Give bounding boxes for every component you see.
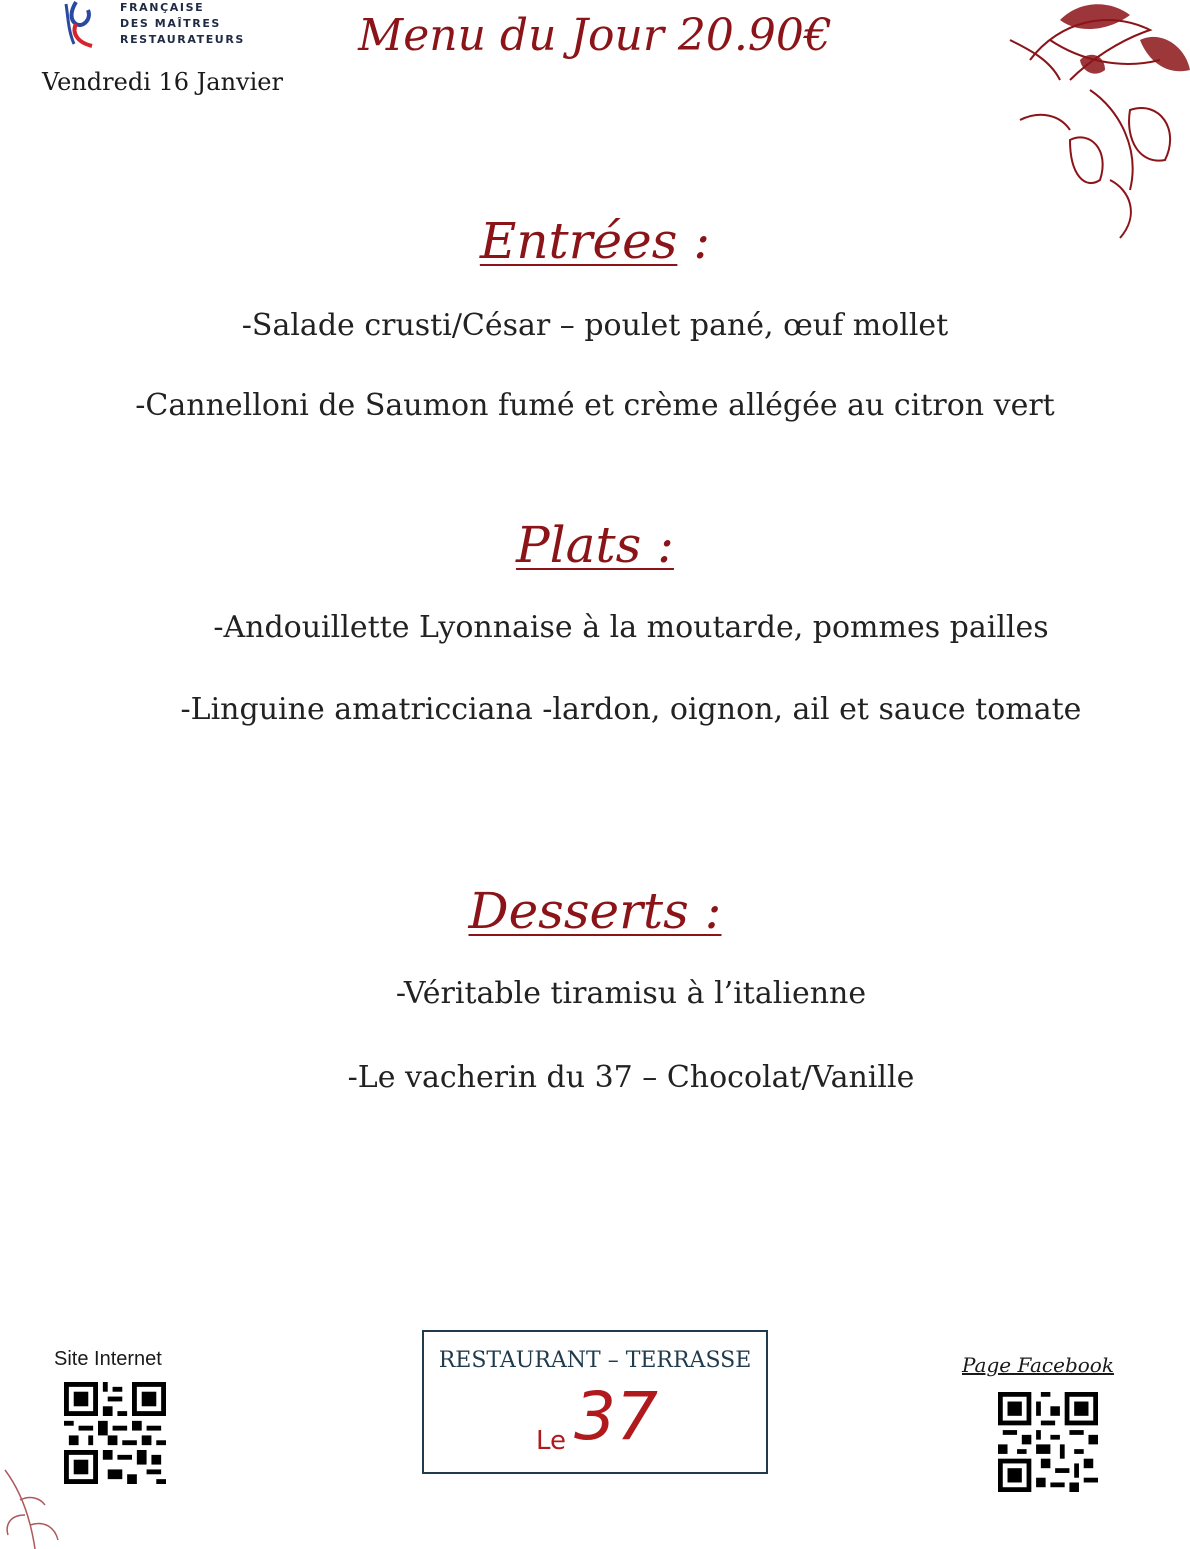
logo-line-1: FRANÇAISE [120,1,205,14]
restaurant-caption: RESTAURANT – TERRASSE [438,1348,752,1373]
desserts-heading [0,882,1190,940]
restaurant-le: Le [536,1426,567,1456]
dessert-item: -Le vacherin du 37 – Chocolat/Vanille [347,1060,915,1095]
plats-heading-text: Plats : [516,516,674,574]
leaf-sprig-icon [0,1460,70,1549]
plats-heading [0,516,1190,574]
logo-line-2: DES MAÎTRES [120,17,221,30]
menu-date: Vendredi 16 Janvier [42,68,283,96]
site-qr-code-icon[interactable] [64,1382,166,1484]
facebook-qr-code-icon[interactable] [998,1392,1098,1492]
entree-item: -Cannelloni de Saumon fumé et crème allégée au citron vert [135,388,1055,423]
entrees-heading-suffix: : [677,212,711,270]
entrees-heading [0,212,1190,270]
site-internet-label: Site Internet [54,1348,162,1370]
plat-item: -Linguine amatricciana -lardon, oignon, ail et sauce tomate [180,692,1082,727]
desserts-heading-text: Desserts : [468,882,722,940]
entrees-heading-text: Entrées [479,212,678,270]
plat-item: -Andouillette Lyonnaise à la moutarde, pommes pailles [213,610,1049,645]
restaurant-number: 37 [574,1378,658,1455]
entree-item: -Salade crusti/César – poulet pané, œuf mollet [241,308,949,343]
dessert-item: -Véritable tiramisu à l’italienne [395,976,867,1011]
restaurant-logo-box [422,1330,768,1474]
logo-line-3: RESTAURATEURS [120,33,245,46]
facebook-page-label[interactable]: Page Facebook [962,1353,1114,1377]
flower-illustration-icon [990,0,1190,240]
page-title: Menu du Jour 20.90€ [358,10,832,61]
